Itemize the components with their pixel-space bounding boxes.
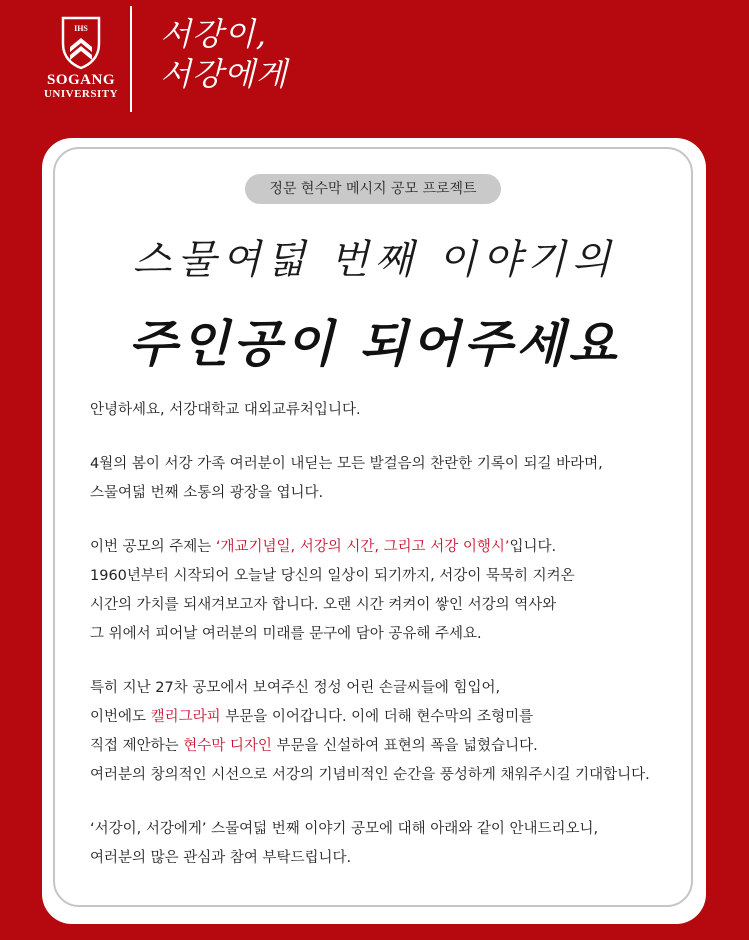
text-line: 여러분의 창의적인 시선으로 서강의 기념비적인 순간을 풍성하게 채워주시길 기대합니다.: [90, 767, 650, 783]
text-line: [90, 732, 690, 761]
paragraph-categories: [90, 674, 690, 790]
sogang-logo[interactable]: [36, 14, 126, 101]
text-line: 그 위에서 피어날 여러분의 미래를 문구에 담아 공유해 주세요.: [90, 626, 482, 642]
logo-university-text: UNIVERSITY: [43, 88, 119, 100]
text-line: [90, 533, 690, 562]
tagline: [160, 14, 288, 94]
notice-body: [90, 396, 690, 898]
headline-line-2: 주인공이 되어주세요: [128, 315, 621, 373]
text-line: 특히 지난 27차 공모에서 보여주신 정성 어린 손글씨들에 힘입어,: [90, 680, 501, 696]
text-segment: 이번에도: [90, 709, 151, 725]
shield-crest-icon: [59, 14, 103, 70]
text-segment: 직접 제안하는: [90, 738, 184, 754]
headline-line-1: 스물여덟 번째 이야기의: [132, 237, 617, 283]
text-line: 스물여덟 번째 소통의 광장을 엽니다.: [90, 485, 324, 501]
tagline-line-1: 서강이,: [160, 15, 267, 53]
theme-highlight: ‘개교기념일, 서강의 시간, 그리고 서강 이행시’: [215, 539, 510, 555]
paragraph-greeting: [90, 396, 690, 425]
project-label-pill: 정문 현수막 메시지 공모 프로젝트: [245, 174, 501, 204]
banner-design-highlight: 현수막 디자인: [183, 738, 272, 754]
text-line: 안녕하세요, 서강대학교 대외교류처입니다.: [90, 402, 361, 418]
text-line: 1960년부터 시작되어 오늘날 당신의 일상이 되기까지, 서강이 묵묵히 지켜온: [90, 568, 575, 584]
text-segment: 입니다.: [509, 539, 557, 555]
text-line: 4월의 봄이 서강 가족 여러분이 내딛는 모든 발걸음의 찬란한 기록이 되길 바라며,: [90, 456, 603, 472]
text-segment: 이번 공모의 주제는: [90, 539, 216, 555]
text-line: 여러분의 많은 관심과 참여 부탁드립니다.: [90, 850, 352, 866]
logo-sogang-text: SOGANG: [46, 72, 115, 88]
header-divider: [130, 6, 132, 112]
logo-ihs-text: IHS: [74, 24, 88, 33]
paragraph-theme: [90, 533, 690, 649]
tagline-line-2: 서강에게: [160, 55, 288, 93]
text-line: 시간의 가치를 되새겨보고자 합니다. 오랜 시간 켜켜이 쌓인 서강의 역사와: [90, 597, 557, 613]
paragraph-intro: [90, 450, 690, 508]
calligraphy-highlight: 캘리그라피: [150, 709, 221, 725]
text-line: [90, 703, 690, 732]
text-segment: 부문을 이어갑니다. 이에 더해 현수막의 조형미를: [220, 709, 534, 725]
header: [0, 0, 749, 130]
paragraph-closing: [90, 815, 690, 873]
text-line: ‘서강이, 서강에게’ 스물여덟 번째 이야기 공모에 대해 아래와 같이 안내드리오니,: [90, 821, 599, 837]
text-segment: 부문을 신설하여 표현의 폭을 넓혔습니다.: [271, 738, 538, 754]
